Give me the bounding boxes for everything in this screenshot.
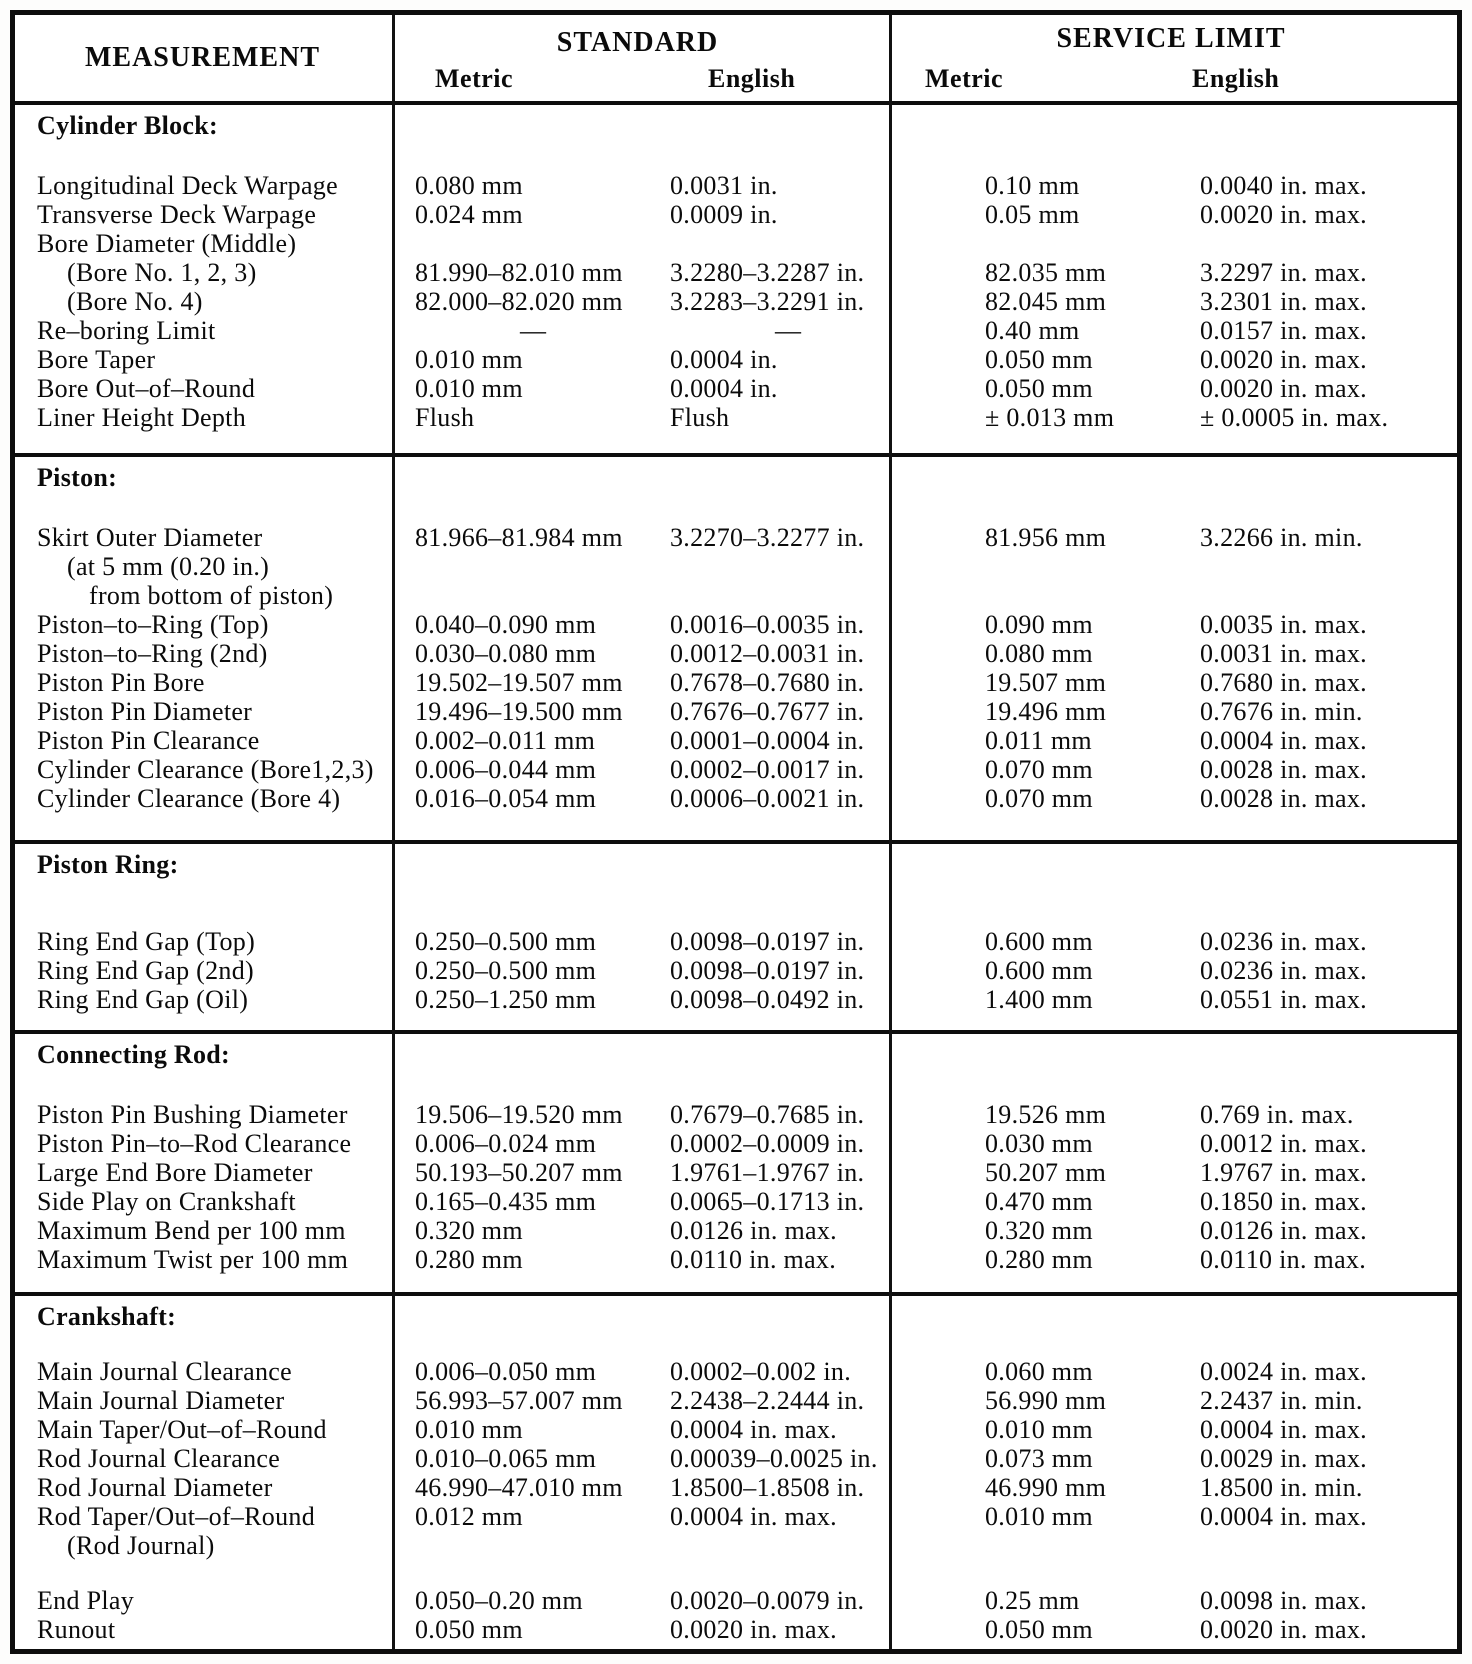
measurement-label: Rod Taper/Out–of–Round: [37, 1502, 316, 1531]
spec-row: [15, 523, 1457, 552]
service-english-value: 3.2301 in. max.: [1200, 287, 1367, 316]
standard-english-value: 2.2438–2.2444 in.: [670, 1386, 865, 1415]
header-measurement: MEASUREMENT: [84, 42, 320, 73]
service-metric-value: 0.073 mm: [985, 1444, 1093, 1473]
section-title: Piston:: [37, 463, 118, 492]
spec-row: [15, 403, 1457, 432]
standard-metric-value: 81.966–81.984 mm: [415, 523, 623, 552]
standard-english-value: 0.0020 in. max.: [670, 1615, 837, 1644]
standard-metric-value: 0.040–0.090 mm: [415, 610, 597, 639]
service-english-value: 1.8500 in. min.: [1200, 1473, 1363, 1502]
spec-row: [15, 1473, 1457, 1502]
standard-metric-value: 0.024 mm: [415, 200, 523, 229]
spec-row: [15, 927, 1457, 956]
standard-english-value: 0.0004 in. max.: [670, 1415, 837, 1444]
standard-metric-value: 0.320 mm: [415, 1216, 523, 1245]
standard-english-value: 3.2283–3.2291 in.: [670, 287, 865, 316]
spec-row: [15, 1444, 1457, 1473]
section-crankshaft: [15, 1292, 1457, 1649]
spec-row: [15, 1502, 1457, 1531]
service-metric-value: 0.011 mm: [985, 726, 1092, 755]
spec-row: [15, 610, 1457, 639]
spec-row: [15, 374, 1457, 403]
spec-row: [15, 668, 1457, 697]
service-metric-value: 19.526 mm: [985, 1100, 1107, 1129]
service-english-value: 0.0551 in. max.: [1200, 985, 1367, 1014]
section-title-row: [15, 1302, 1457, 1331]
service-english-value: [1170, 1531, 1457, 1560]
measurement-label: (Bore No. 4): [67, 287, 203, 316]
standard-metric-value: [390, 581, 670, 610]
service-metric-value: 0.050 mm: [985, 345, 1093, 374]
standard-metric-value: 0.030–0.080 mm: [415, 639, 597, 668]
section-title-row: [15, 463, 1457, 492]
service-english-value: 0.0028 in. max.: [1200, 755, 1367, 784]
spec-row: [15, 229, 1457, 258]
spacer-row: [15, 1331, 1457, 1357]
standard-metric-value: 19.506–19.520 mm: [415, 1100, 623, 1129]
service-english-value: 0.1850 in. max.: [1200, 1187, 1367, 1216]
standard-metric-value: 0.016–0.054 mm: [415, 784, 597, 813]
standard-metric-value: 0.010 mm: [415, 374, 523, 403]
standard-metric-value: 0.250–0.500 mm: [415, 956, 597, 985]
standard-metric-value: 0.006–0.024 mm: [415, 1129, 597, 1158]
standard-english-value: 0.0126 in. max.: [670, 1216, 837, 1245]
spec-row: [15, 956, 1457, 985]
measurement-label: (Bore No. 1, 2, 3): [67, 258, 257, 287]
spec-row: [15, 1245, 1457, 1274]
spec-row: [15, 552, 1457, 581]
standard-metric-value: 56.993–57.007 mm: [415, 1386, 623, 1415]
service-english-value: 0.7680 in. max.: [1200, 668, 1367, 697]
measurement-label: Skirt Outer Diameter: [37, 523, 263, 552]
header-service-metric: Metric: [925, 64, 1004, 93]
measurement-label: Liner Height Depth: [37, 403, 247, 432]
spec-row: [15, 784, 1457, 813]
standard-english-value: 1.9761–1.9767 in.: [670, 1158, 865, 1187]
section-cylinder-block: [15, 105, 1457, 453]
spec-row: [15, 345, 1457, 374]
service-metric-value: [885, 229, 1170, 258]
service-english-value: [1170, 552, 1457, 581]
standard-metric-value: 82.000–82.020 mm: [415, 287, 623, 316]
standard-metric-value: Flush: [415, 403, 475, 432]
standard-metric-value: 0.010 mm: [415, 345, 523, 374]
header-service-english: English: [1192, 64, 1280, 93]
section-piston: [15, 453, 1457, 840]
service-english-value: [1170, 850, 1457, 879]
standard-english-value: 0.0016–0.0035 in.: [670, 610, 865, 639]
standard-english-value: [670, 463, 885, 492]
standard-english-value: —: [775, 316, 802, 345]
measurement-label: Maximum Bend per 100 mm: [37, 1216, 346, 1245]
header-standard-english: English: [708, 64, 796, 93]
service-english-value: [1170, 581, 1457, 610]
service-english-value: 0.0040 in. max.: [1200, 171, 1367, 200]
service-metric-value: [885, 463, 1170, 492]
service-metric-value: 46.990 mm: [985, 1473, 1107, 1502]
spec-row: [15, 1129, 1457, 1158]
service-english-value: [1170, 229, 1457, 258]
measurement-label: Transverse Deck Warpage: [37, 200, 317, 229]
measurement-label: Re–boring Limit: [37, 316, 216, 345]
standard-metric-value: 0.006–0.050 mm: [415, 1357, 597, 1386]
service-metric-value: 0.030 mm: [985, 1129, 1093, 1158]
standard-metric-value: 19.502–19.507 mm: [415, 668, 623, 697]
service-metric-value: 82.045 mm: [985, 287, 1107, 316]
standard-metric-value: 46.990–47.010 mm: [415, 1473, 623, 1502]
spec-row: [15, 697, 1457, 726]
standard-english-value: 0.0065–0.1713 in.: [670, 1187, 865, 1216]
standard-english-value: 0.7678–0.7680 in.: [670, 668, 865, 697]
measurement-label: Main Taper/Out–of–Round: [37, 1415, 327, 1444]
standard-english-value: 0.0098–0.0492 in.: [670, 985, 865, 1014]
section-title-row: [15, 850, 1457, 879]
standard-english-value: 0.00039–0.0025 in.: [670, 1444, 878, 1473]
measurement-label: End Play: [37, 1586, 135, 1615]
service-english-value: 0.0236 in. max.: [1200, 956, 1367, 985]
measurement-label: (Rod Journal): [67, 1531, 215, 1560]
service-metric-value: 0.050 mm: [985, 374, 1093, 403]
service-metric-value: 0.070 mm: [985, 784, 1093, 813]
measurement-label: Rod Journal Clearance: [37, 1444, 281, 1473]
measurement-label: Piston Pin Bore: [37, 668, 205, 697]
service-english-value: 0.0012 in. max.: [1200, 1129, 1367, 1158]
standard-metric-value: 0.250–1.250 mm: [415, 985, 597, 1014]
standard-metric-value: 50.193–50.207 mm: [415, 1158, 623, 1187]
service-metric-value: 0.40 mm: [985, 316, 1080, 345]
service-metric-value: 0.080 mm: [985, 639, 1093, 668]
standard-metric-value: 19.496–19.500 mm: [415, 697, 623, 726]
spec-row: [15, 1586, 1457, 1615]
spec-row: [15, 1100, 1457, 1129]
spec-row: [15, 1158, 1457, 1187]
standard-english-value: 0.0004 in. max.: [670, 1502, 837, 1531]
standard-english-value: 0.0004 in.: [670, 345, 778, 374]
service-metric-value: [885, 552, 1170, 581]
standard-english-value: 0.0009 in.: [670, 200, 778, 229]
measurement-label: Runout: [37, 1615, 116, 1644]
spec-table-body: [15, 105, 1457, 1649]
measurement-label: Piston Pin–to–Rod Clearance: [37, 1129, 352, 1158]
spec-row: [15, 1216, 1457, 1245]
measurement-label: Longitudinal Deck Warpage: [37, 171, 338, 200]
service-metric-value: 0.470 mm: [985, 1187, 1093, 1216]
service-metric-value: 19.496 mm: [985, 697, 1107, 726]
section-connecting-rod: [15, 1030, 1457, 1292]
standard-metric-value: 0.080 mm: [415, 171, 523, 200]
standard-metric-value: [390, 111, 670, 140]
service-english-value: 0.0024 in. max.: [1200, 1357, 1367, 1386]
service-english-value: 0.0020 in. max.: [1200, 374, 1367, 403]
service-english-value: 0.0035 in. max.: [1200, 610, 1367, 639]
service-english-value: 0.0004 in. max.: [1200, 726, 1367, 755]
header-service-limit: SERVICE LIMIT: [1056, 23, 1286, 54]
standard-english-value: 1.8500–1.8508 in.: [670, 1473, 865, 1502]
standard-metric-value: [390, 1302, 670, 1331]
service-english-value: [1170, 111, 1457, 140]
service-metric-value: 0.600 mm: [985, 956, 1093, 985]
standard-metric-value: [390, 850, 670, 879]
standard-english-value: 0.0004 in.: [670, 374, 778, 403]
service-metric-value: 0.090 mm: [985, 610, 1093, 639]
standard-english-value: 0.0098–0.0197 in.: [670, 927, 865, 956]
spec-row: [15, 258, 1457, 287]
section-title: Piston Ring:: [37, 850, 179, 879]
measurement-label: Rod Journal Diameter: [37, 1473, 273, 1502]
measurement-label: (at 5 mm (0.20 in.): [67, 552, 270, 581]
standard-english-value: [670, 581, 885, 610]
measurement-label: Main Journal Diameter: [37, 1386, 285, 1415]
service-english-value: 0.0004 in. max.: [1200, 1502, 1367, 1531]
service-english-value: 0.7676 in. min.: [1200, 697, 1363, 726]
service-english-value: 0.0236 in. max.: [1200, 927, 1367, 956]
service-metric-value: 81.956 mm: [985, 523, 1107, 552]
standard-english-value: 3.2270–3.2277 in.: [670, 523, 865, 552]
spec-row: [15, 316, 1457, 345]
service-english-value: 0.0004 in. max.: [1200, 1415, 1367, 1444]
measurement-label: Piston Pin Bushing Diameter: [37, 1100, 348, 1129]
service-metric-value: 0.25 mm: [985, 1586, 1080, 1615]
service-metric-value: ± 0.013 mm: [985, 403, 1115, 432]
measurement-label: Large End Bore Diameter: [37, 1158, 313, 1187]
service-english-value: ± 0.0005 in. max.: [1200, 403, 1389, 432]
measurement-label: Bore Taper: [37, 345, 156, 374]
service-metric-value: [885, 1040, 1170, 1069]
spec-row: [15, 200, 1457, 229]
spacer-row: [15, 1560, 1457, 1586]
standard-english-value: Flush: [670, 403, 730, 432]
service-english-value: 0.0098 in. max.: [1200, 1586, 1367, 1615]
measurement-label: Ring End Gap (Top): [37, 927, 256, 956]
standard-english-value: 0.0031 in.: [670, 171, 778, 200]
spacer-row: [15, 879, 1457, 927]
spec-row: [15, 639, 1457, 668]
measurement-label: Ring End Gap (2nd): [37, 956, 254, 985]
spec-row: [15, 287, 1457, 316]
section-title: Crankshaft:: [37, 1302, 177, 1331]
standard-english-value: [670, 552, 885, 581]
service-english-value: 0.0031 in. max.: [1200, 639, 1367, 668]
spacer-row: [15, 140, 1457, 171]
section-title-row: [15, 111, 1457, 140]
service-metric-value: [885, 581, 1170, 610]
column-divider-measurement-standard: [392, 15, 395, 1649]
service-english-value: 0.0028 in. max.: [1200, 784, 1367, 813]
measurement-label: Maximum Twist per 100 mm: [37, 1245, 349, 1274]
service-english-value: 0.0020 in. max.: [1200, 200, 1367, 229]
service-metric-value: 0.010 mm: [985, 1502, 1093, 1531]
spec-row: [15, 1615, 1457, 1644]
standard-english-value: 0.7679–0.7685 in.: [670, 1100, 865, 1129]
standard-english-value: [670, 1531, 885, 1560]
standard-english-value: [670, 229, 885, 258]
service-english-value: 2.2437 in. min.: [1200, 1386, 1363, 1415]
measurement-label: Cylinder Clearance (Bore 4): [37, 784, 341, 813]
service-metric-value: 56.990 mm: [985, 1386, 1107, 1415]
service-metric-value: [885, 1302, 1170, 1331]
service-metric-value: 0.320 mm: [985, 1216, 1093, 1245]
spec-row: [15, 1386, 1457, 1415]
standard-english-value: 0.7676–0.7677 in.: [670, 697, 865, 726]
spec-row: [15, 1187, 1457, 1216]
standard-english-value: 0.0020–0.0079 in.: [670, 1586, 865, 1615]
standard-metric-value: 0.006–0.044 mm: [415, 755, 597, 784]
service-metric-value: 0.060 mm: [985, 1357, 1093, 1386]
service-metric-value: 0.600 mm: [985, 927, 1093, 956]
standard-english-value: 0.0098–0.0197 in.: [670, 956, 865, 985]
standard-metric-value: 0.165–0.435 mm: [415, 1187, 597, 1216]
measurement-label: Piston–to–Ring (Top): [37, 610, 269, 639]
header-standard-metric: Metric: [435, 64, 514, 93]
spec-row: [15, 1357, 1457, 1386]
service-english-value: 0.0157 in. max.: [1200, 316, 1367, 345]
standard-english-value: 0.0001–0.0004 in.: [670, 726, 865, 755]
service-metric-value: 0.050 mm: [985, 1615, 1093, 1644]
standard-english-value: 0.0002–0.002 in.: [670, 1357, 852, 1386]
standard-metric-value: 0.050–0.20 mm: [415, 1586, 583, 1615]
service-metric-value: 0.280 mm: [985, 1245, 1093, 1274]
standard-metric-value: 0.010 mm: [415, 1415, 523, 1444]
measurement-label: Piston–to–Ring (2nd): [37, 639, 268, 668]
service-metric-value: [885, 850, 1170, 879]
spec-row: [15, 985, 1457, 1014]
spec-row: [15, 726, 1457, 755]
standard-metric-value: [390, 1531, 670, 1560]
service-metric-value: [885, 1531, 1170, 1560]
standard-metric-value: [390, 229, 670, 258]
section-piston-ring: [15, 840, 1457, 1030]
standard-metric-value: 81.990–82.010 mm: [415, 258, 623, 287]
standard-metric-value: 0.250–0.500 mm: [415, 927, 597, 956]
spec-row: [15, 171, 1457, 200]
service-english-value: 0.0029 in. max.: [1200, 1444, 1367, 1473]
measurement-label: Piston Pin Diameter: [37, 697, 253, 726]
standard-english-value: [670, 850, 885, 879]
service-english-value: 0.0110 in. max.: [1200, 1245, 1367, 1274]
measurement-label: Piston Pin Clearance: [37, 726, 260, 755]
standard-metric-value: 0.010–0.065 mm: [415, 1444, 597, 1473]
section-title-row: [15, 1040, 1457, 1069]
standard-metric-value: 0.012 mm: [415, 1502, 523, 1531]
section-title: Cylinder Block:: [37, 111, 218, 140]
standard-metric-value: 0.280 mm: [415, 1245, 523, 1274]
standard-metric-value: 0.002–0.011 mm: [415, 726, 596, 755]
standard-english-value: 0.0012–0.0031 in.: [670, 639, 865, 668]
table-header: [15, 15, 1457, 105]
spec-row: [15, 1415, 1457, 1444]
standard-english-value: [670, 1040, 885, 1069]
spec-row: [15, 755, 1457, 784]
section-title: Connecting Rod:: [37, 1040, 231, 1069]
service-english-value: 0.0126 in. max.: [1200, 1216, 1367, 1245]
service-metric-value: 50.207 mm: [985, 1158, 1107, 1187]
spec-row: [15, 581, 1457, 610]
standard-english-value: 0.0110 in. max.: [670, 1245, 837, 1274]
service-english-value: 3.2266 in. min.: [1200, 523, 1363, 552]
service-metric-value: 0.05 mm: [985, 200, 1080, 229]
service-english-value: 0.769 in. max.: [1200, 1100, 1354, 1129]
measurement-label: Main Journal Clearance: [37, 1357, 292, 1386]
service-english-value: [1170, 463, 1457, 492]
column-divider-standard-service: [889, 15, 892, 1649]
service-metric-value: 0.010 mm: [985, 1415, 1093, 1444]
standard-metric-value: [390, 463, 670, 492]
measurement-label: Bore Out–of–Round: [37, 374, 256, 403]
standard-english-value: 0.0002–0.0009 in.: [670, 1129, 865, 1158]
standard-metric-value: [390, 1040, 670, 1069]
standard-metric-value: 0.050 mm: [415, 1615, 523, 1644]
measurement-label: Cylinder Clearance (Bore1,2,3): [37, 755, 374, 784]
measurement-label: Side Play on Crankshaft: [37, 1187, 296, 1216]
service-english-value: [1170, 1302, 1457, 1331]
standard-metric-value: —: [520, 316, 547, 345]
spec-row: [15, 1531, 1457, 1560]
measurement-label: Bore Diameter (Middle): [37, 229, 297, 258]
specifications-table: [10, 10, 1462, 1654]
measurement-label: Ring End Gap (Oil): [37, 985, 249, 1014]
service-metric-value: 82.035 mm: [985, 258, 1107, 287]
service-english-value: 0.0020 in. max.: [1200, 1615, 1367, 1644]
standard-english-value: 0.0006–0.0021 in.: [670, 784, 865, 813]
standard-english-value: 0.0002–0.0017 in.: [670, 755, 865, 784]
standard-english-value: 3.2280–3.2287 in.: [670, 258, 865, 287]
service-english-value: 1.9767 in. max.: [1200, 1158, 1367, 1187]
spacer-row: [15, 492, 1457, 523]
service-metric-value: 1.400 mm: [985, 985, 1093, 1014]
standard-english-value: [670, 1302, 885, 1331]
spacer-row: [15, 1069, 1457, 1100]
service-english-value: 0.0020 in. max.: [1200, 345, 1367, 374]
service-english-value: 3.2297 in. max.: [1200, 258, 1367, 287]
service-metric-value: 19.507 mm: [985, 668, 1107, 697]
standard-metric-value: [390, 552, 670, 581]
standard-english-value: [670, 111, 885, 140]
service-metric-value: 0.070 mm: [985, 755, 1093, 784]
service-metric-value: 0.10 mm: [985, 171, 1080, 200]
header-standard: STANDARD: [556, 27, 719, 58]
measurement-label: from bottom of piston): [89, 581, 334, 610]
service-metric-value: [885, 111, 1170, 140]
service-english-value: [1170, 1040, 1457, 1069]
